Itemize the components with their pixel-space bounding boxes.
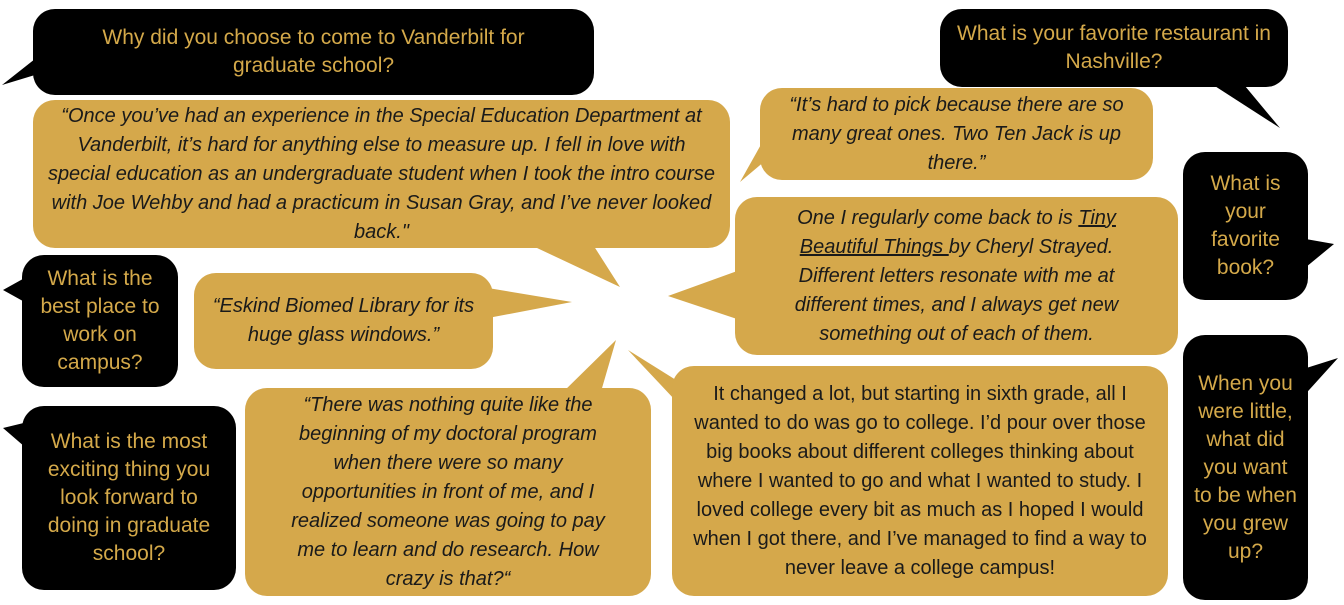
question-grad-school: [33, 9, 594, 95]
answer-restaurant-text: “It’s hard to pick because there are so many great ones. Two Ten Jack is up there.”: [789, 93, 1124, 174]
question-book-text: What is your favorite book?: [1210, 172, 1281, 279]
question-little: [1183, 335, 1308, 600]
tail-a-exciting: [560, 340, 616, 395]
book-title-link: Tiny Beautiful Things: [799, 206, 1116, 258]
question-work-place-text: What is the best place to work on campus?: [40, 267, 160, 374]
question-little-text: When you were little, what did you want to be when you grew up?: [1194, 371, 1297, 563]
answer-book: [735, 197, 1178, 355]
answer-grad-school: [33, 100, 730, 248]
question-work-place: [22, 255, 178, 387]
answer-restaurant: [760, 88, 1153, 180]
question-restaurant-text: What is your favorite restaurant in Nashville?: [957, 22, 1271, 73]
question-restaurant: [940, 9, 1288, 87]
answer-little-text: It changed a lot, but starting in sixth grade, all I wanted to do was go to college. I’d pour over those big books about different colleges thinking about where I wanted to go and what I wanted to study. I loved college every bit as much as I hoped I would when I got there, and I’ve managed to find a way to never leave a college campus!: [693, 382, 1147, 579]
answer-exciting-text: “There was nothing quite like the beginning of my doctoral program when there were so many opportunities in front of me, and I realized someone was going to pay me to learn and do research. How crazy is that?“: [291, 393, 605, 590]
question-grad-school-text: Why did you choose to come to Vanderbilt for graduate school?: [102, 26, 525, 77]
answer-book-prefix: One I regularly come back to is: [797, 206, 1079, 229]
question-exciting-text: What is the most exciting thing you look forward to doing in graduate school?: [47, 430, 211, 565]
question-book: [1183, 152, 1308, 300]
answer-book-suffix: by Cheryl Strayed. Different letters resonate with me at different times, and I always get new something out of each of them.: [794, 235, 1119, 345]
answer-little: [672, 366, 1168, 596]
answer-grad-school-text: “Once you’ve had an experience in the Special Education Department at Vanderbilt, it’s hard for anything else to measure up. I fell in love with special education as an undergraduate student when I took the intro course with Joe Wehby and had a practicum in Susan Gray, and I’ve never looked back.": [47, 104, 716, 243]
answer-book-text: [775, 204, 1138, 349]
answer-exciting: [245, 388, 651, 596]
tail-a-book: [668, 270, 740, 320]
question-exciting: [22, 406, 236, 590]
answer-work-place: [194, 273, 493, 369]
tail-a-work-place: [488, 288, 572, 318]
answer-work-place-text: “Eskind Biomed Library for its huge glass windows.”: [212, 295, 475, 346]
